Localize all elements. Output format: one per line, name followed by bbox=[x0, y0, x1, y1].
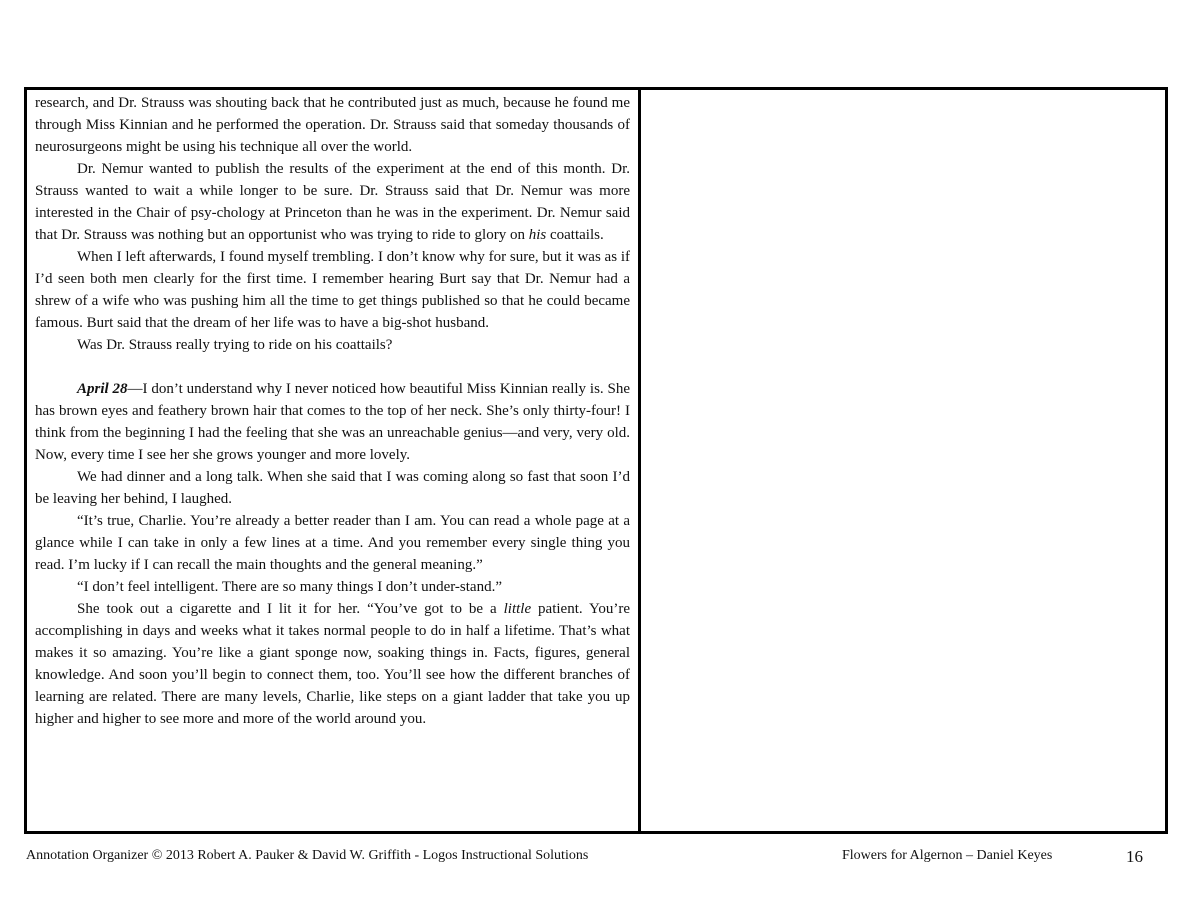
paragraph-text: She took out a cigarette and I lit it for her. “You’ve got to be a bbox=[77, 601, 504, 617]
paragraph-text: We had dinner and a long talk. When she said that I was coming along so fast that soon I’d be leaving her behind, I laughed. bbox=[35, 469, 630, 507]
paragraph bbox=[35, 598, 630, 730]
paragraph-text: “It’s true, Charlie. You’re already a better reader than I am. You can read a whole page at a glance while I can take in only a few lines at a time. And you remember every single thing you read. I’m lucky if I can recall the main thoughts and the general meaning.” bbox=[35, 513, 630, 573]
paragraph-text: When I left afterwards, I found myself trembling. I don’t know why for sure, but it was as if I’d seen both men clearly for the first time. I remember hearing Burt say that Dr. Nemur had a shrew of a wife who was pushing him all the time to get things published so that he could became famous. Burt said that the dream of her life was to have a big-shot husband. bbox=[35, 249, 630, 331]
paragraph bbox=[35, 92, 630, 158]
footer-copyright: Annotation Organizer © 2013 Robert A. Pauker & David W. Griffith - Logos Instructional Solutions bbox=[26, 848, 589, 863]
page-number: 16 bbox=[1126, 847, 1143, 866]
entry-date: April 28 bbox=[77, 381, 128, 397]
annotation-notes-column[interactable] bbox=[641, 90, 1165, 831]
paragraph bbox=[35, 510, 630, 576]
emphasis-text: little bbox=[503, 601, 532, 617]
paragraph-text: patient. You’re accomplishing in days and weeks what it takes normal people to do in half a lifetime. That’s what makes it so amazing. You’re like a giant sponge now, soaking things in. Facts, figures, general knowledge. And soon you’ll begin to connect them, too. You’ll see how the different branches of learning are related. There are many levels, Charlie, like steps on a giant ladder that take you up higher and higher to see more and more of the world around you. bbox=[35, 601, 630, 727]
journal-entry bbox=[35, 378, 630, 466]
paragraph bbox=[35, 158, 630, 246]
paragraph-text: Dr. Nemur wanted to publish the results of the experiment at the end of this month. Dr. Strauss wanted to wait a while longer to be sure. Dr. Strauss said that Dr. Nemur was more interested in the Chair of psy-chology at Princeton than he was in the experiment. Dr. Nemur said that Dr. Strauss was nothing but an opportunist who was trying to ride to glory on bbox=[35, 161, 630, 243]
paragraph bbox=[35, 334, 630, 356]
paragraph-text: —I don’t understand why I never noticed how beautiful Miss Kinnian really is. She has brown eyes and feathery brown hair that comes to the top of her neck. She’s only thirty-four! I think from the beginning I had the feeling that she was an unreachable genius—and very, very old. Now, every time I see her she grows younger and more lovely. bbox=[35, 381, 630, 463]
paragraph bbox=[35, 246, 630, 334]
annotation-table bbox=[24, 87, 1168, 834]
paragraph-gap bbox=[35, 356, 630, 378]
paragraph-text: “I don’t feel intelligent. There are so many things I don’t under-stand.” bbox=[77, 579, 502, 595]
paragraph-text: research, and Dr. Strauss was shouting back that he contributed just as much, because he found me through Miss Kinnian and he performed the operation. Dr. Strauss said that someday thousands of neurosurgeons might be using his technique all over the world. bbox=[35, 95, 630, 155]
paragraph bbox=[35, 576, 630, 598]
emphasis-text: his bbox=[528, 227, 547, 243]
paragraph-text: coattails. bbox=[546, 227, 604, 243]
story-text-column bbox=[27, 90, 641, 831]
footer-title: Flowers for Algernon – Daniel Keyes bbox=[842, 848, 1053, 863]
paragraph bbox=[35, 466, 630, 510]
paragraph-text: Was Dr. Strauss really trying to ride on his coattails? bbox=[77, 337, 393, 353]
